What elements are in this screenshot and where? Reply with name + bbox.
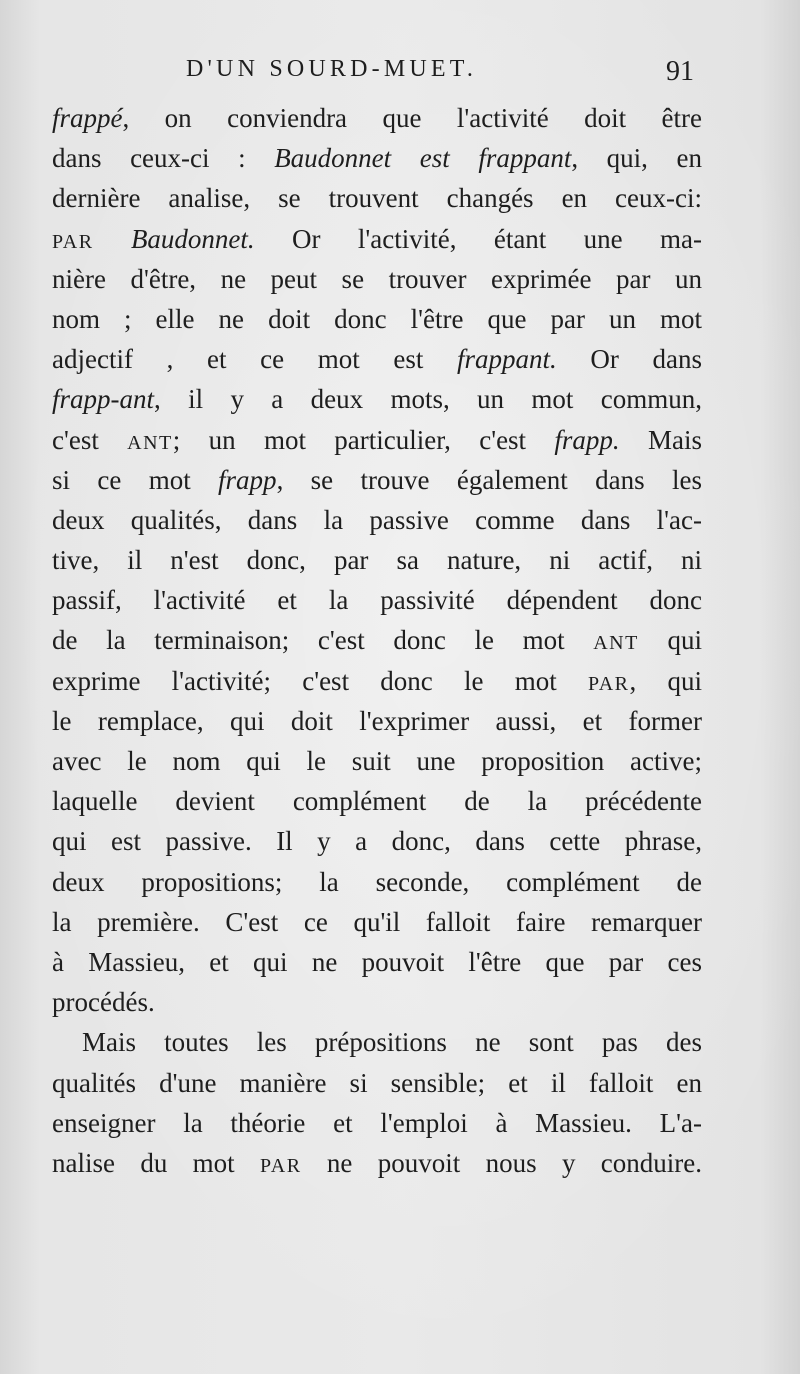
text-segment: de la terminaison; c'est donc le mot xyxy=(52,625,594,656)
text-segment: qualités d'une manière si sensible; et il falloit en xyxy=(52,1067,702,1098)
text-segment: , il y a deux mots, un mot commun, xyxy=(154,384,702,415)
text-segment: Mais toutes les prépositions ne sont pas des xyxy=(82,1027,702,1058)
text-segment: dernière analise, se trouvent changés en ceux-ci: xyxy=(52,183,702,214)
text-segment: à Massieu, et qui ne pouvoit l'être que par ces xyxy=(52,946,702,977)
italic-phrase: Baudonnet est frappant xyxy=(274,143,572,174)
italic-word: Baudonnet. xyxy=(93,223,255,254)
text-segment: si ce mot xyxy=(52,464,219,495)
text-line xyxy=(52,862,702,902)
running-head xyxy=(0,56,800,90)
small-caps-word: PAR xyxy=(260,1154,302,1177)
text-segment: avec le nom qui le suit une proposition active; xyxy=(52,746,702,776)
text-line xyxy=(52,982,702,1022)
text-line xyxy=(52,580,702,620)
text-line xyxy=(52,1063,702,1103)
text-line xyxy=(52,741,702,781)
text-segment: , on conviendra que l'activité doit être xyxy=(122,103,702,133)
text-segment: laquelle devient complément de la précédente xyxy=(52,786,702,817)
text-line xyxy=(52,821,702,861)
text-segment: ne pouvoit nous y conduire. xyxy=(301,1147,702,1178)
text-segment: qui est passive. Il y a donc, dans cette phrase, xyxy=(52,826,702,857)
text-line xyxy=(52,661,702,701)
text-segment: enseigner la théorie et l'emploi à Massieu. L'a- xyxy=(52,1107,702,1138)
text-segment: qui xyxy=(638,625,702,656)
text-segment: adjectif , et ce mot est xyxy=(52,344,457,375)
text-line xyxy=(52,781,702,821)
text-line xyxy=(52,902,702,942)
text-segment: exprime l'activité; c'est donc le mot xyxy=(52,665,588,696)
text-line xyxy=(52,379,702,419)
page-number: 91 xyxy=(666,56,694,87)
text-segment: la première. C'est ce qu'il falloit faire remarquer xyxy=(52,906,702,937)
text-segment: , qui xyxy=(629,665,702,696)
text-line xyxy=(52,620,702,660)
running-head-title: D'UN SOURD-MUET. xyxy=(186,56,478,82)
italic-word: frapp xyxy=(218,464,277,495)
small-caps-word: ANT xyxy=(127,431,173,454)
text-line xyxy=(52,1103,702,1143)
text-segment: c'est xyxy=(52,424,128,455)
text-segment: nière d'être, ne peut se trouver exprimée par un xyxy=(52,263,702,294)
text-segment: , qui, en xyxy=(571,143,702,174)
text-segment: nom ; elle ne doit donc l'être que par un mot xyxy=(52,303,702,334)
text-line xyxy=(52,98,702,138)
text-line xyxy=(52,540,702,580)
text-line xyxy=(52,942,702,982)
text-line xyxy=(52,339,702,379)
text-segment: passif, l'activité et la passivité dépendent donc xyxy=(52,585,702,616)
text-line xyxy=(52,219,702,259)
small-caps-word: PAR xyxy=(587,672,630,695)
text-line xyxy=(52,1022,702,1062)
body-text xyxy=(52,98,702,1183)
small-caps-word: PAR xyxy=(52,230,94,253)
text-segment: tive, il n'est donc, par sa nature, ni actif, ni xyxy=(52,545,702,576)
text-segment: deux qualités, dans la passive comme dans l'ac- xyxy=(52,504,702,535)
text-segment: le remplace, qui doit l'exprimer aussi, et former xyxy=(52,705,702,736)
italic-word: frapp. xyxy=(554,424,620,455)
text-line xyxy=(52,178,702,218)
italic-word: frappant. xyxy=(456,344,557,375)
text-line xyxy=(52,420,702,460)
italic-word: frapp-ant xyxy=(52,384,155,415)
small-caps-word: ANT xyxy=(593,632,639,655)
text-line xyxy=(52,299,702,339)
text-line xyxy=(52,1143,702,1183)
text-line xyxy=(52,138,702,178)
text-segment: dans ceux-ci : xyxy=(52,143,275,174)
text-segment: Or dans xyxy=(556,344,702,375)
text-segment: nalise du mot xyxy=(52,1147,261,1178)
italic-word: frappé xyxy=(52,103,123,133)
text-segment: Or l'activité, étant une ma- xyxy=(254,223,702,254)
text-segment: procédés. xyxy=(52,987,155,1018)
text-segment: Mais xyxy=(619,424,702,455)
text-segment: , se trouve également dans les xyxy=(276,464,702,495)
text-line xyxy=(52,460,702,500)
text-segment: deux propositions; la seconde, complément de xyxy=(52,866,702,897)
text-segment: ; un mot particulier, c'est xyxy=(172,424,555,455)
text-line xyxy=(52,701,702,741)
text-line xyxy=(52,500,702,540)
text-line xyxy=(52,259,702,299)
